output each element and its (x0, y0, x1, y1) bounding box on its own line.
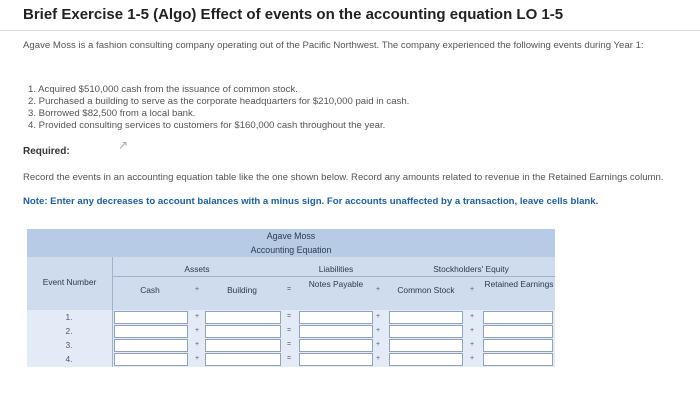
retained-earnings-input-1[interactable] (483, 311, 553, 324)
event-number: 4. (65, 354, 73, 364)
plus-sign: + (375, 355, 381, 362)
stockholders-equity-header: Stockholders' Equity (433, 264, 509, 274)
cash-input-2[interactable] (114, 325, 188, 338)
notes-payable-input-4[interactable] (299, 353, 373, 366)
table-subtitle: Accounting Equation (250, 245, 332, 255)
common-stock-header: Common Stock (397, 285, 455, 295)
event-item: 3. Borrowed $82,500 from a local bank. (28, 108, 196, 119)
plus-sign: + (375, 341, 381, 348)
equals-sign: = (286, 327, 292, 334)
notes-payable-input-2[interactable] (299, 325, 373, 338)
common-stock-input-1[interactable] (389, 311, 463, 324)
group-divider (112, 276, 555, 277)
header-equals-sign: = (286, 286, 292, 293)
plus-sign: + (469, 355, 475, 362)
event-item: 4. Provided consulting services to customers for $160,000 cash throughout the year. (28, 120, 386, 131)
retained-earnings-header: Retained Earnings (484, 279, 554, 289)
header-plus-sign: + (469, 286, 475, 293)
page-title: Brief Exercise 1-5 (Algo) Effect of events on the accounting equation LO 1-5 (23, 6, 564, 23)
event-number: 3. (65, 340, 73, 350)
event-item: 2. Purchased a building to serve as the corporate headquarters for $210,000 paid in cash. (28, 96, 410, 107)
notes-payable-input-1[interactable] (299, 311, 373, 324)
table-company-name: Agave Moss (266, 231, 316, 241)
building-input-2[interactable] (205, 325, 281, 338)
liabilities-header: Liabilities (318, 264, 354, 274)
plus-sign: + (375, 327, 381, 334)
mouse-cursor-icon: ↗ (118, 138, 129, 152)
plus-sign: + (194, 313, 200, 320)
event-item: 1. Acquired $510,000 cash from the issuance of common stock. (28, 84, 298, 95)
assets-header: Assets (184, 264, 210, 274)
accounting-equation-table (27, 229, 555, 367)
header-plus-sign: + (375, 286, 381, 293)
plus-sign: + (469, 313, 475, 320)
instruction-text: Record the events in an accounting equation table like the one shown below. Record any amounts related to revenue in the Retained Earnings column. (23, 172, 664, 183)
required-label: Required: (23, 146, 70, 157)
retained-earnings-input-2[interactable] (483, 325, 553, 338)
cash-input-1[interactable] (114, 311, 188, 324)
note-text: Note: Enter any decreases to account balances with a minus sign. For accounts unaffected by a transaction, leave cells blank. (23, 196, 599, 207)
common-stock-input-3[interactable] (389, 339, 463, 352)
common-stock-input-2[interactable] (389, 325, 463, 338)
building-input-4[interactable] (205, 353, 281, 366)
cash-input-3[interactable] (114, 339, 188, 352)
plus-sign: + (194, 327, 200, 334)
notes-payable-input-3[interactable] (299, 339, 373, 352)
building-input-3[interactable] (205, 339, 281, 352)
title-divider (0, 30, 700, 31)
building-input-1[interactable] (205, 311, 281, 324)
event-number: 1. (65, 312, 73, 322)
equals-sign: = (286, 313, 292, 320)
notes-payable-header: Notes Payable (308, 279, 364, 289)
header-plus-sign: + (194, 286, 200, 293)
cash-input-4[interactable] (114, 353, 188, 366)
event-number-header: Event Number (42, 277, 97, 287)
equals-sign: = (286, 355, 292, 362)
plus-sign: + (194, 341, 200, 348)
intro-text: Agave Moss is a fashion consulting company operating out of the Pacific Northwest. The company experienced the following events during Year 1: (23, 40, 644, 51)
event-list (28, 84, 409, 132)
retained-earnings-input-4[interactable] (483, 353, 553, 366)
equals-sign: = (286, 341, 292, 348)
plus-sign: + (469, 327, 475, 334)
building-header: Building (227, 285, 257, 295)
common-stock-input-4[interactable] (389, 353, 463, 366)
retained-earnings-input-3[interactable] (483, 339, 553, 352)
plus-sign: + (469, 341, 475, 348)
plus-sign: + (194, 355, 200, 362)
cash-header: Cash (140, 285, 160, 295)
plus-sign: + (375, 313, 381, 320)
event-number: 2. (65, 326, 73, 336)
